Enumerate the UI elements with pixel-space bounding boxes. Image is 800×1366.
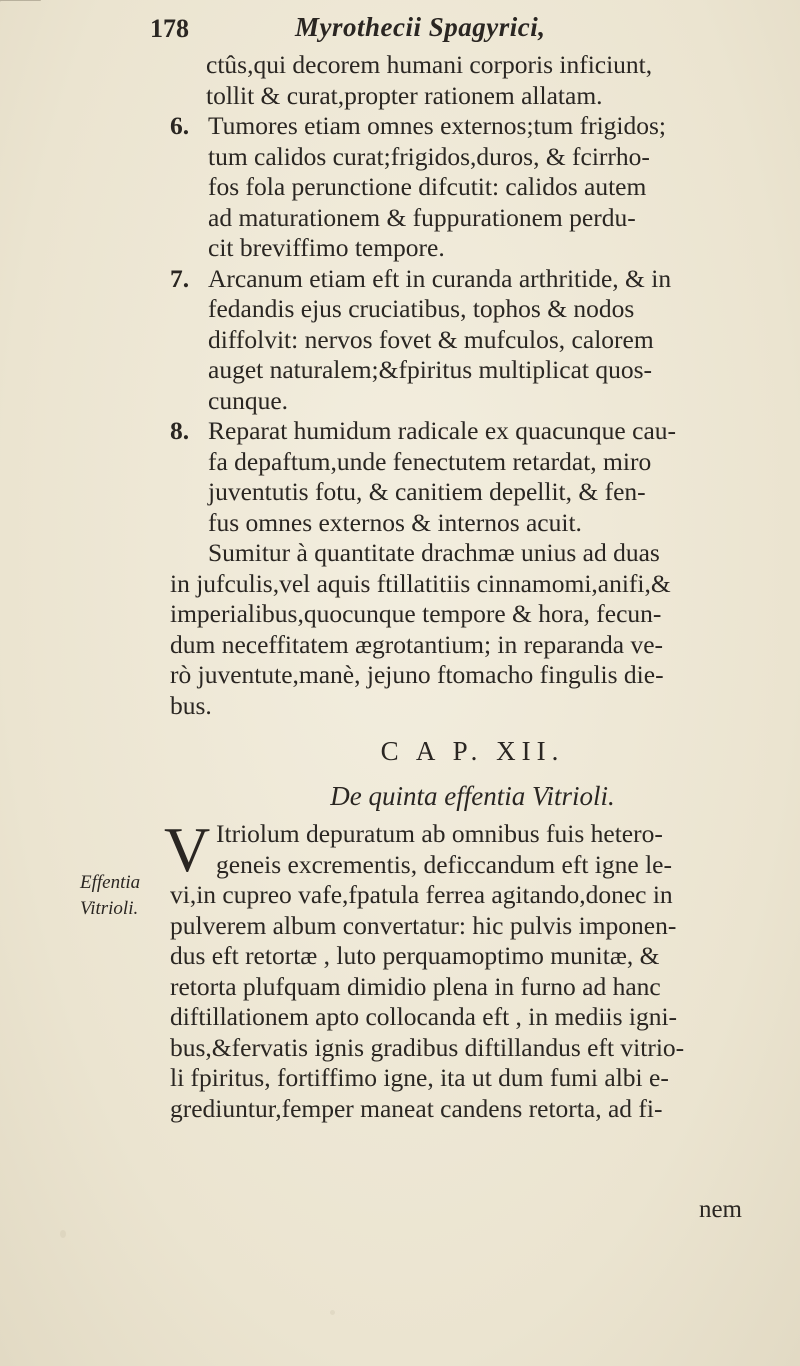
text-line: fus omnes externos & internos acuit. [208, 507, 582, 537]
text-line: juventutis fotu, & canitiem depellit, & fen- [208, 477, 646, 506]
item-number: 7. [170, 263, 190, 293]
numbered-line [170, 264, 775, 295]
chapter-subtitle: De quinta effentia Vitrioli. [330, 781, 615, 811]
text-line: bus,&fervatis ignis gradibus diftillandus eft vitrio- [170, 1032, 685, 1062]
page-text [164, 50, 775, 1124]
numbered-line [170, 416, 775, 447]
text-line: imperialibus,quocunque tempore & hora, fecun- [170, 599, 662, 628]
marginal-note-line: Vitrioli. [80, 898, 139, 919]
text-line: pulverem album convertatur: hic pulvis imponen- [170, 910, 677, 940]
text-line: Arcanum etiam eft in curanda arthritide, & in [208, 263, 672, 293]
text-line: tollit & curat,propter rationem allatam. [206, 80, 603, 110]
page-corner-mark [0, 0, 41, 41]
text-line: Reparat humidum radicale ex quacunque cau- [208, 416, 677, 445]
text-line: diftillationem apto collocanda eft , in mediis igni- [170, 1002, 678, 1031]
catchword: nem [698, 1196, 742, 1223]
running-title: Myrothecii Spagyrici, [295, 12, 546, 42]
ink-speck [60, 1230, 66, 1238]
ink-speck [330, 1310, 335, 1315]
text-line: Tumores etiam omnes externos;tum frigidos; [208, 111, 667, 140]
text-line: Itriolum depuratum ab omnibus fuis hetero- [216, 819, 663, 848]
text-line: dum neceffitatem ægrotantium; in reparanda ve- [170, 629, 664, 659]
text-line: fedandis ejus cruciatibus, tophos & nodos [208, 294, 635, 323]
page-header [150, 8, 760, 44]
text-line: cit breviffimo tempore. [208, 233, 445, 262]
chapter-body [164, 814, 775, 1124]
text-line: rò juventute,manè, jejuno ftomacho fingulis die- [170, 660, 664, 689]
page-number: 178 [150, 14, 189, 43]
drop-cap: V [164, 814, 211, 885]
text-line: tum calidos curat;frigidos,duros, & fcirrho- [208, 141, 650, 171]
text-line: fos fola perunctione difcutit: calidos autem [208, 172, 647, 201]
text-line: ad maturationem & fuppurationem perdu- [208, 202, 636, 232]
text-line: diffolvit: nervos fovet & mufculos, calorem [208, 324, 654, 354]
marginal-note-line: Effentia [80, 872, 141, 893]
text-line: in jufculis,vel aquis ftillatitiis cinnamomi,anifi,& [170, 568, 671, 598]
text-line: auget naturalem;&fpiritus multiplicat quos- [208, 355, 653, 384]
item-number: 8. [170, 416, 190, 445]
text-line: geneis excrementis, deficcandum eft igne le- [216, 849, 672, 879]
text-line: bus. [170, 690, 212, 720]
text-line: li fpiritus, fortiffimo igne, ita ut dum fumi albi e- [170, 1063, 669, 1092]
text-line: grediuntur,femper maneat candens retorta, ad fi- [170, 1093, 663, 1123]
chapter-heading: C A P. XII. [380, 736, 565, 766]
text-line: vi,in cupreo vafe,fpatula ferrea agitando,donec in [170, 880, 673, 909]
text-line: fa depaftum,unde fenectutem retardat, miro [208, 446, 652, 476]
text-line: dus eft retortæ , luto perquamoptimo munitæ, & [170, 941, 660, 970]
numbered-line [170, 111, 775, 142]
text-line: ctûs,qui decorem humani corporis inficiunt, [206, 50, 653, 79]
text-line: Sumitur à quantitate drachmæ unius ad duas [208, 538, 660, 567]
marginal-note [80, 870, 166, 922]
item-number: 6. [170, 111, 190, 140]
text-line: retorta plufquam dimidio plena in furno ad hanc [170, 971, 661, 1001]
text-line: cunque. [208, 385, 289, 415]
